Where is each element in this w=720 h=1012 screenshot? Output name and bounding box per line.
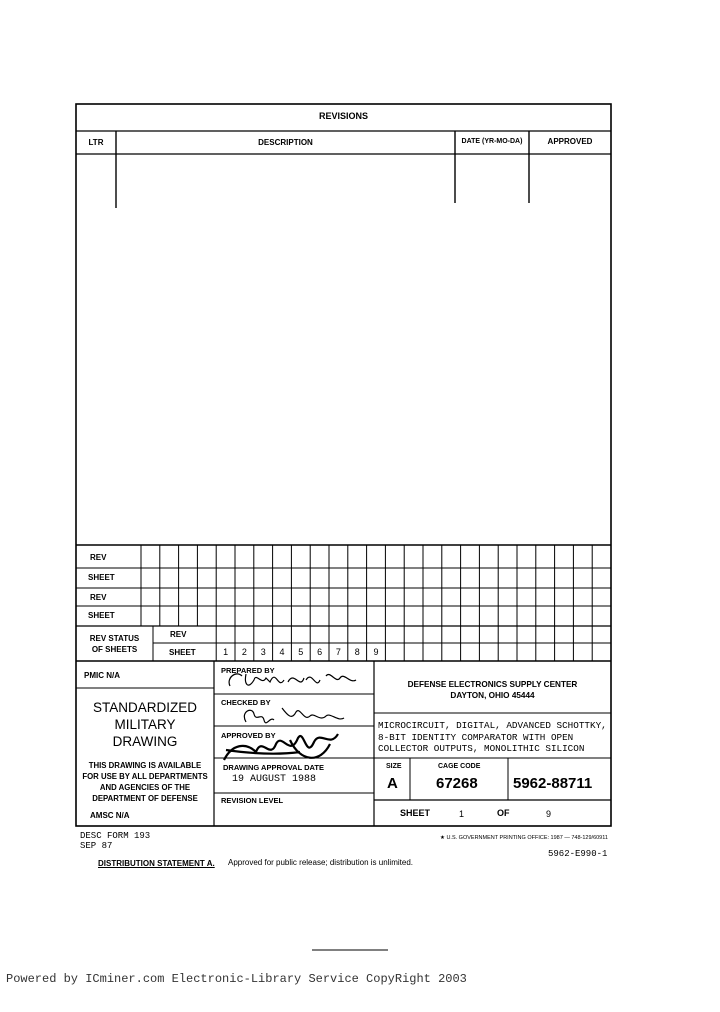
sheet-number-cell: 5 (298, 647, 304, 657)
sheet-number-cell: 6 (317, 647, 323, 657)
revision-level-label: REVISION LEVEL (221, 796, 284, 805)
cage-code-label: CAGE CODE (438, 763, 481, 770)
sheet-value: 1 (459, 809, 465, 819)
approval-date-value: 19 AUGUST 1988 (232, 774, 317, 785)
column-description: DESCRIPTION (258, 138, 313, 147)
distribution-statement-label: DISTRIBUTION STATEMENT A. (98, 859, 215, 868)
gpo-notice: ★ U.S. GOVERNMENT PRINTING OFFICE: 1987 — 748-129/60911 (440, 835, 608, 841)
size-label: SIZE (386, 763, 402, 770)
of-label: OF (497, 808, 510, 818)
rev-label-row2: REV (90, 593, 107, 602)
sheet-label: SHEET (400, 808, 431, 818)
column-approved: APPROVED (547, 137, 593, 146)
sheet-label-status: SHEET (169, 648, 196, 657)
form-number: 5962-E990-1 (548, 849, 608, 859)
prepared-by-label: PREPARED BY (221, 666, 275, 675)
sheet-number-cell: 7 (335, 647, 341, 657)
sheet-number-cell: 9 (373, 647, 379, 657)
checked-by-label: CHECKED BY (221, 698, 271, 707)
sheet-label-row2: SHEET (88, 611, 115, 620)
prepared-by-signature (229, 674, 356, 686)
sheet-number-cell: 3 (260, 647, 266, 657)
standardized-military-drawing: STANDARDIZED MILITARY DRAWING (92, 700, 197, 749)
pmic-label: PMIC N/A (84, 671, 120, 680)
powered-by-footer: Powered by ICminer.com Electronic-Library Service CopyRight 2003 (6, 972, 467, 986)
sheet-label-row1: SHEET (88, 573, 115, 582)
column-date: DATE (YR-MO-DA) (461, 138, 523, 145)
of-value: 9 (546, 809, 552, 819)
rev-label-status: REV (170, 630, 187, 639)
size-value: A (387, 775, 398, 792)
cage-code-value: 67268 (436, 775, 478, 792)
revisions-title: REVISIONS (318, 111, 368, 121)
form-designation: DESC FORM 193 SEP 87 (80, 831, 151, 851)
amsc-label: AMSC N/A (90, 811, 130, 820)
sheet-number-cell: 1 (223, 647, 229, 657)
drawing-title: MICROCIRCUIT, DIGITAL, ADVANCED SCHOTTKY, 8-BIT IDENTITY COMPARATOR WITH OPEN COLLECTOR OUTPUTS, MONOLITHIC SILICON (378, 720, 607, 754)
distribution-statement-text: Approved for public release; distribution is unlimited. (228, 858, 413, 867)
column-ltr: LTR (88, 138, 104, 147)
sheet-number-cell: 8 (354, 647, 360, 657)
rev-label-row1: REV (90, 553, 107, 562)
sheet-number-cell: 4 (279, 647, 285, 657)
approved-by-label: APPROVED BY (221, 731, 276, 740)
drawing-number: 5962-88711 (513, 775, 593, 792)
rev-status-label: REV STATUS OF SHEETS (89, 634, 140, 654)
approval-date-label: DRAWING APPROVAL DATE (223, 763, 324, 772)
sheet-number-cell: 2 (241, 647, 247, 657)
organization-name: DEFENSE ELECTRONICS SUPPLY CENTER DAYTON, OHIO 45444 (407, 680, 578, 700)
checked-by-signature (244, 708, 344, 723)
availability-statement: THIS DRAWING IS AVAILABLE FOR USE BY ALL DEPARTMENTS AND AGENCIES OF THE DEPARTMENT OF DEFENSE (82, 761, 208, 803)
